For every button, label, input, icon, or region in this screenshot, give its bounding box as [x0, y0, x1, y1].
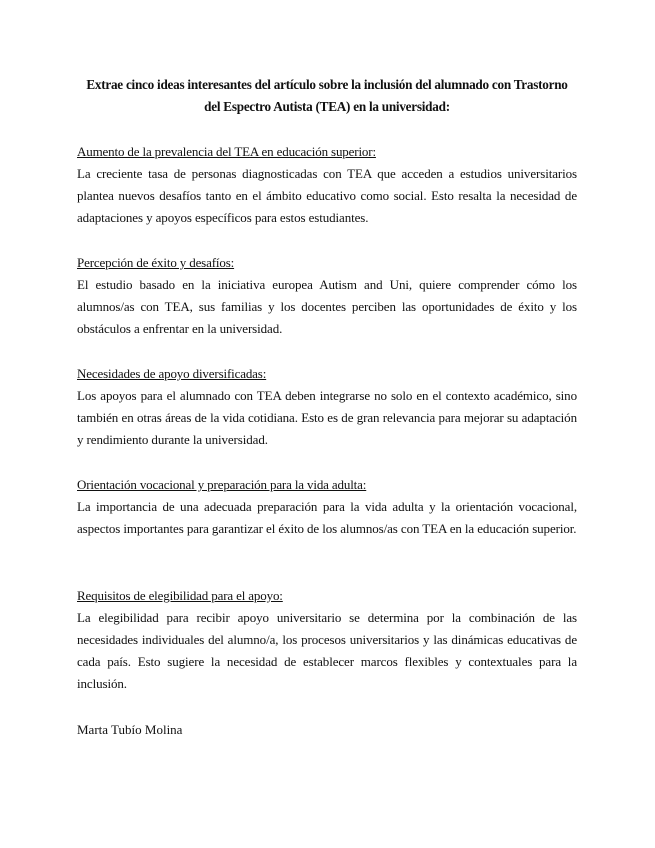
- section-heading: Orientación vocacional y preparación para la vida adulta:: [77, 477, 367, 492]
- section-body: Los apoyos para el alumnado con TEA deben integrarse no solo en el contexto académico, sino también en otras áreas de la vida cotidiana. Esto es de gran relevancia para mejorar su adaptación y rendimiento durante la universidad.: [77, 388, 577, 447]
- section-heading: Necesidades de apoyo diversificadas:: [77, 366, 267, 381]
- document-title: Extrae cinco ideas interesantes del artículo sobre la inclusión del alumnado con Trastorno del Espectro Autista (TEA) en la universidad:: [86, 77, 568, 114]
- section-prevalence: [77, 141, 577, 229]
- section-perception: [77, 252, 577, 340]
- section-vocational: [77, 474, 577, 540]
- section-heading: Requisitos de elegibilidad para el apoyo:: [77, 588, 283, 603]
- section-body: La importancia de una adecuada preparación para la vida adulta y la orientación vocacional, aspectos importantes para garantizar el éxito de los alumnos/as con TEA en la educación superior.: [77, 499, 577, 536]
- author-name: Marta Tubío Molina: [77, 722, 183, 737]
- section-body: La elegibilidad para recibir apoyo universitario se determina por la combinación de las necesidades individuales del alumno/a, los procesos universitarios y las dinámicas educativas de cada país. Esto sugiere la necesidad de establecer marcos flexibles y contextuales para la inclusión.: [77, 610, 577, 691]
- section-support-needs: [77, 363, 577, 451]
- section-heading: Percepción de éxito y desafíos:: [77, 255, 235, 270]
- section-body: La creciente tasa de personas diagnosticadas con TEA que acceden a estudios universitarios plantea nuevos desafíos tanto en el ámbito educativo como social. Esto resalta la necesidad de adaptaciones y apoyos específicos para estos estudiantes.: [77, 166, 577, 225]
- section-body: El estudio basado en la iniciativa europea Autism and Uni, quiere comprender cómo los alumnos/as con TEA, sus familias y los docentes perciben las oportunidades de éxito y los obstáculos a enfrentar en la universidad.: [77, 277, 577, 336]
- section-heading: Aumento de la prevalencia del TEA en educación superior:: [77, 144, 376, 159]
- section-eligibility: [77, 585, 577, 695]
